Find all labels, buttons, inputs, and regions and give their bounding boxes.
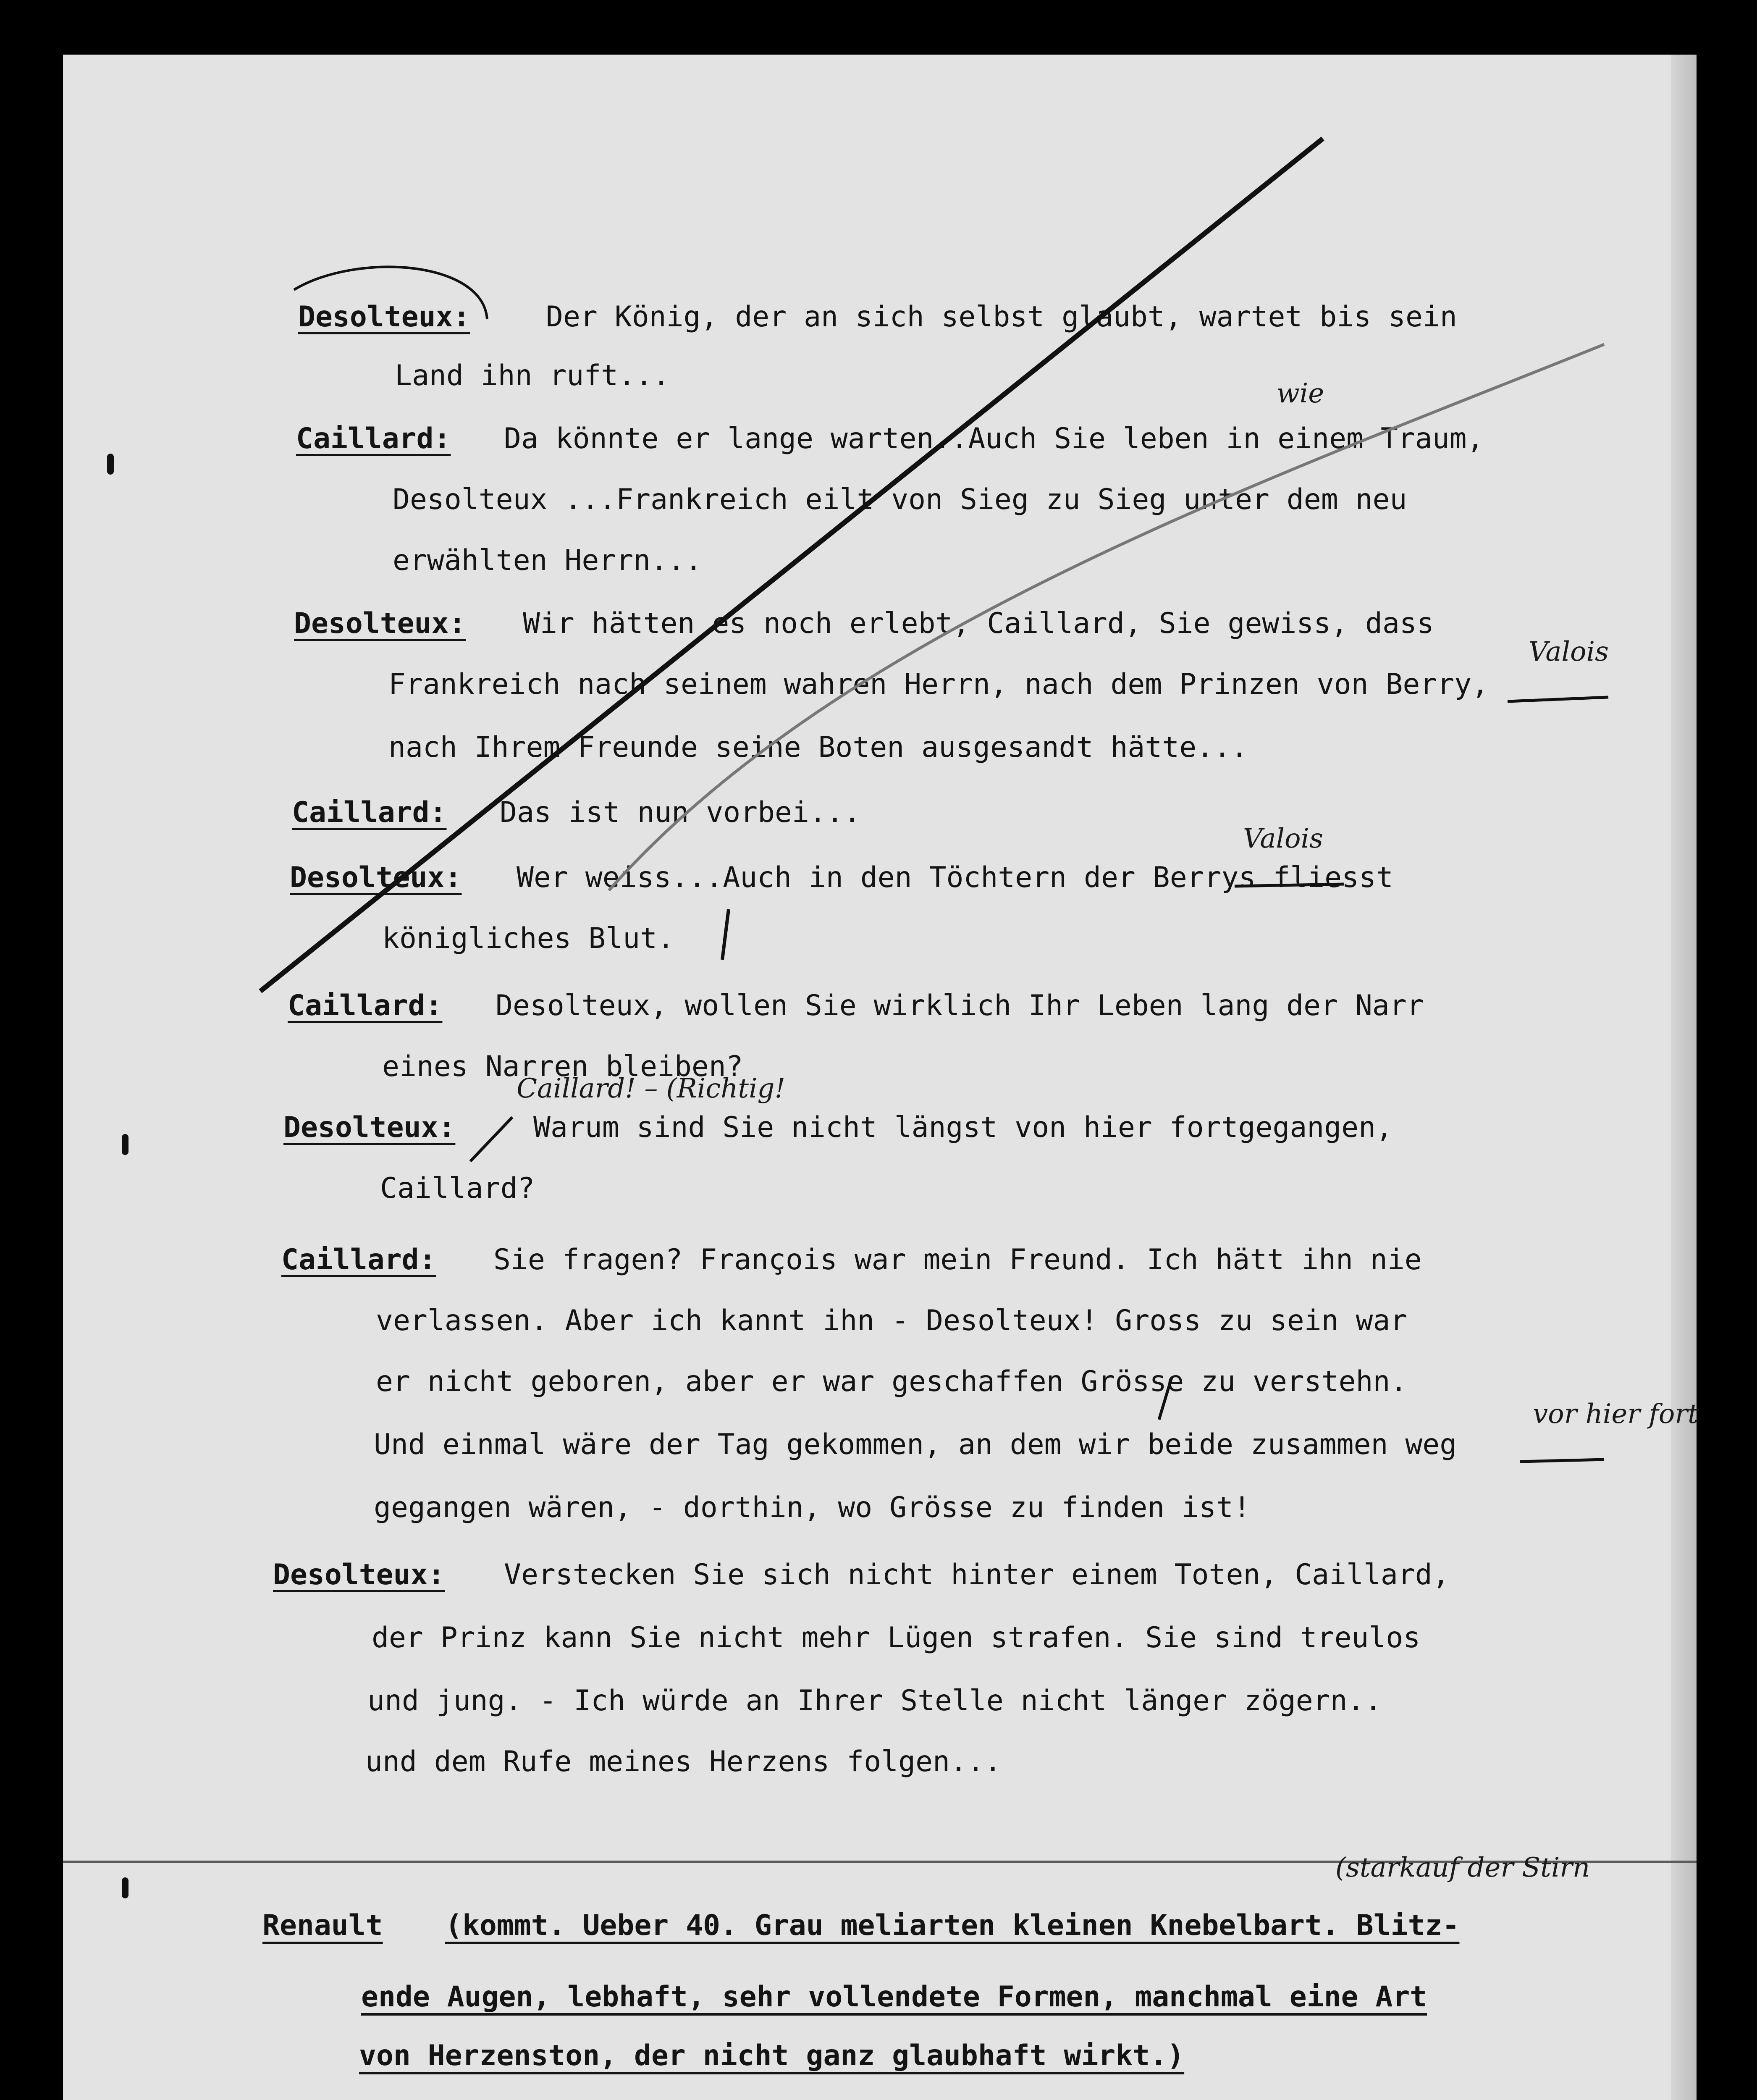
dialogue-text: Und einmal wäre der Tag gekommen, an dem wir beide zusammen weg	[374, 1428, 1457, 1461]
stage-speaker: Renault	[262, 1909, 383, 1942]
dialogue-text: verlassen. Aber ich kannt ihn - Desolteux! Gross zu sein war	[376, 1304, 1408, 1337]
strike-through-stroke	[260, 139, 1323, 991]
speaker-label: Caillard:	[296, 422, 451, 455]
dialogue-text: Sie fragen? François war mein Freund. Ich hätt ihn nie	[493, 1243, 1422, 1276]
stage-direction-text: ende Augen, lebhaft, sehr vollendete Formen, manchmal eine Art	[361, 1980, 1427, 2013]
dialogue-text: Caillard?	[380, 1172, 535, 1205]
speaker-label: Caillard:	[281, 1243, 436, 1276]
speaker-label: Caillard:	[292, 796, 447, 829]
dialogue-text: Land ihn ruft...	[395, 359, 670, 392]
dialogue-text: Desolteux, wollen Sie wirklich Ihr Leben lang der Narr	[496, 989, 1424, 1022]
dialogue-text: Desolteux ...Frankreich eilt von Sieg zu Sieg unter dem neu	[393, 483, 1407, 516]
dialogue-text: Das ist nun vorbei...	[500, 796, 861, 829]
dialogue-text: und dem Rufe meines Herzens folgen...	[365, 1745, 1002, 1778]
strike-weg	[1520, 1460, 1604, 1462]
dialogue-text: erwählten Herrn...	[393, 544, 702, 577]
handwritten-annotation: Valois	[1529, 636, 1609, 667]
speaker-label: Desolteux:	[283, 1111, 456, 1144]
dialogue-text: er nicht geboren, aber er war geschaffen Grösse zu verstehn.	[376, 1365, 1408, 1398]
strike-berrys	[1235, 884, 1344, 886]
strike-berry	[1508, 697, 1608, 701]
speaker-label: Desolteux:	[273, 1558, 445, 1591]
stage-direction-text: von Herzenston, der nicht ganz glaubhaft wirkt.)	[359, 2039, 1185, 2072]
handwritten-annotation: vor hier fort	[1533, 1399, 1699, 1430]
speaker-label: Desolteux:	[298, 300, 470, 333]
handwritten-annotation: Valois	[1243, 823, 1323, 854]
handwritten-annotation: (starkauf der Stirn	[1335, 1852, 1590, 1883]
margin-mark	[122, 1134, 128, 1155]
dialogue-text: Da könnte er lange warten..Auch Sie leben in einem Traum,	[504, 422, 1484, 455]
speaker-label: Caillard:	[288, 989, 443, 1022]
insert-mark	[722, 909, 729, 960]
margin-mark	[107, 454, 114, 475]
dialogue-text: der Prinz kann Sie nicht mehr Lügen strafen. Sie sind treulos	[372, 1621, 1421, 1654]
dialogue-text: Wer weiss...Auch in den Töchtern der Berrys fliesst	[517, 861, 1393, 894]
margin-mark	[122, 1877, 128, 1898]
dialogue-text: nach Ihrem Freunde seine Boten ausgesandt hätte...	[388, 731, 1248, 764]
dialogue-text: Wir hätten es noch erlebt, Caillard, Sie gewiss, dass	[523, 607, 1434, 640]
dialogue-text: eines Narren bleiben?	[382, 1050, 743, 1083]
stage-direction-text: (kommt. Ueber 40. Grau meliarten kleinen Knebelbart. Blitz-	[445, 1909, 1460, 1942]
dialogue-text: und jung. - Ich würde an Ihrer Stelle nicht länger zögern..	[367, 1684, 1382, 1717]
dialogue-text: gegangen wären, - dorthin, wo Grösse zu finden ist!	[374, 1491, 1251, 1524]
dialogue-text: Warum sind Sie nicht längst von hier fortgegangen,	[533, 1111, 1393, 1144]
dialogue-text: Verstecken Sie sich nicht hinter einem Toten, Caillard,	[504, 1558, 1450, 1591]
speaker-label: Desolteux:	[290, 861, 462, 894]
handwritten-annotation: wie	[1277, 378, 1324, 409]
pencil-stroke	[609, 344, 1604, 890]
speaker-label: Desolteux:	[294, 607, 466, 640]
loop-stroke	[294, 267, 487, 319]
dialogue-text: Der König, der an sich selbst glaubt, wartet bis sein	[546, 300, 1457, 333]
dialogue-text: königliches Blut.	[382, 922, 674, 955]
dialogue-text: Frankreich nach seinem wahren Herrn, nach dem Prinzen von Berry,	[388, 668, 1489, 701]
insert-mark	[1159, 1378, 1172, 1420]
insert-mark	[470, 1117, 512, 1161]
handwritten-annotation: Caillard! – (Richtig!	[517, 1073, 786, 1104]
